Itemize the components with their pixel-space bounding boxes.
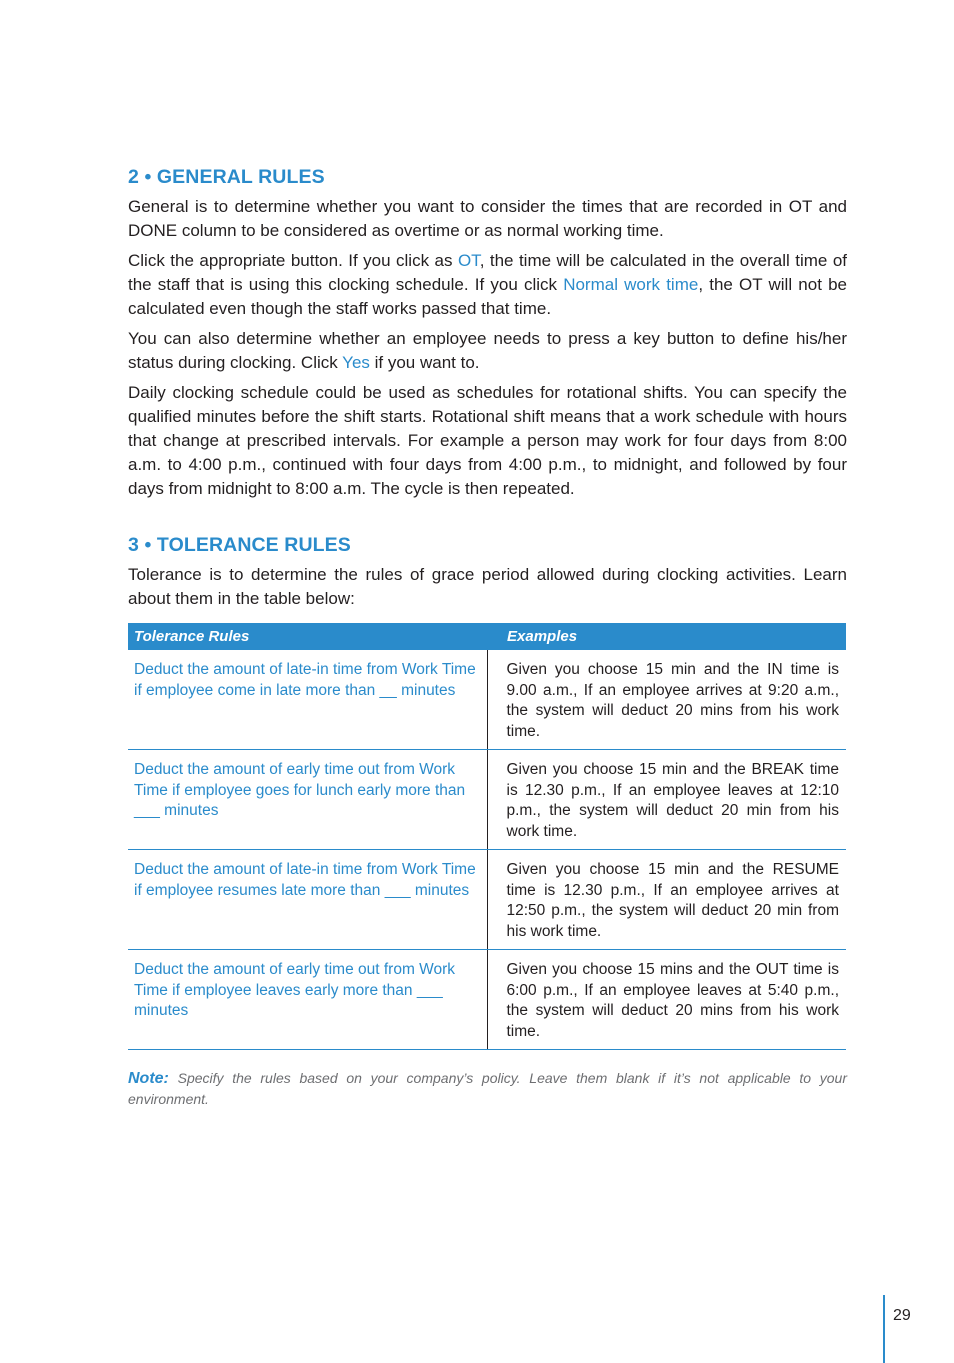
- general-p2-text-b: , the time will be calculated in the overall time of the staff that is using this clocking schedule. If you click: [128, 251, 847, 294]
- header-examples: Examples: [487, 623, 846, 650]
- note-text: Specify the rules based on your company’s policy. Leave them blank if it’s not applicable to your environment.: [128, 1070, 847, 1107]
- page-number: 29: [893, 1307, 911, 1324]
- note-label: Note:: [128, 1070, 169, 1087]
- header-tolerance-rules: Tolerance Rules: [128, 623, 487, 650]
- page-number-bar: [883, 1295, 885, 1363]
- table-row: [128, 850, 846, 950]
- example-cell: Given you choose 15 min and the IN time is 9.00 a.m., If an employee arrives at 9:20 a.m., the system will deduct 20 mins from his work time.: [487, 650, 846, 750]
- general-paragraph-3: [128, 327, 847, 375]
- tolerance-rules-table: [128, 623, 846, 1050]
- general-paragraph-2: [128, 249, 847, 321]
- rule-cell: Deduct the amount of early time out from Work Time if employee goes for lunch early more than ___ minutes: [128, 750, 487, 850]
- general-p3-text-b: if you want to.: [369, 353, 480, 372]
- table-row: [128, 750, 846, 850]
- table-row: [128, 650, 846, 750]
- general-paragraph-1: General is to determine whether you want to consider the times that are recorded in OT and DONE column to be considered as overtime or as normal working time.: [128, 197, 847, 240]
- rule-cell: Deduct the amount of early time out from Work Time if employee leaves early more than ___ minutes: [128, 950, 487, 1050]
- normal-work-time-term: Normal work time: [563, 275, 699, 294]
- table-header-row: [128, 623, 846, 650]
- rule-cell: Deduct the amount of late-in time from Work Time if employee resumes late more than ___ minutes: [128, 850, 487, 950]
- general-paragraph-4: Daily clocking schedule could be used as schedules for rotational shifts. You can specify the qualified minutes before the shift starts. Rotational shift means that a work schedule with hours that change at prescribed intervals. For example a person may work for four days from 8:00 a.m. to 4:00 p.m., continued with four days from 4:00 p.m., to midnight, and followed by four days from midnight to 8:00 a.m. The cycle is then repeated.: [128, 383, 847, 498]
- general-p2-text-a: Click the appropriate button. If you click as: [128, 251, 458, 270]
- example-cell: Given you choose 15 min and the BREAK time is 12.30 p.m., If an employee leaves at 12:10 p.m., the system will deduct 20 min from his work time.: [487, 750, 846, 850]
- tolerance-intro: Tolerance is to determine the rules of grace period allowed during clocking activities. Learn about them in the table below:: [128, 565, 847, 608]
- table-row: [128, 950, 846, 1050]
- page-content: [128, 160, 847, 1110]
- ot-term: OT: [457, 251, 480, 270]
- general-p2-text-c: , the OT will not be calculated even though the staff works passed that time.: [128, 275, 847, 318]
- general-rules-heading: 2 • GENERAL RULES: [128, 166, 325, 188]
- example-cell: Given you choose 15 min and the RESUME time is 12.30 p.m., If an employee arrives at 12:50 p.m., the system will deduct 20 min from his work time.: [487, 850, 846, 950]
- general-p3-text-a: You can also determine whether an employee needs to press a key button to define his/her status during clocking. Click: [128, 329, 847, 372]
- note: [128, 1068, 847, 1110]
- tolerance-rules-heading: 3 • TOLERANCE RULES: [128, 534, 351, 556]
- rule-cell: Deduct the amount of late-in time from Work Time if employee come in late more than __ minutes: [128, 650, 487, 750]
- example-cell: Given you choose 15 mins and the OUT time is 6:00 p.m., If an employee leaves at 5:40 p.m., the system will deduct 20 mins from his work time.: [487, 950, 846, 1050]
- yes-term: Yes: [342, 353, 370, 372]
